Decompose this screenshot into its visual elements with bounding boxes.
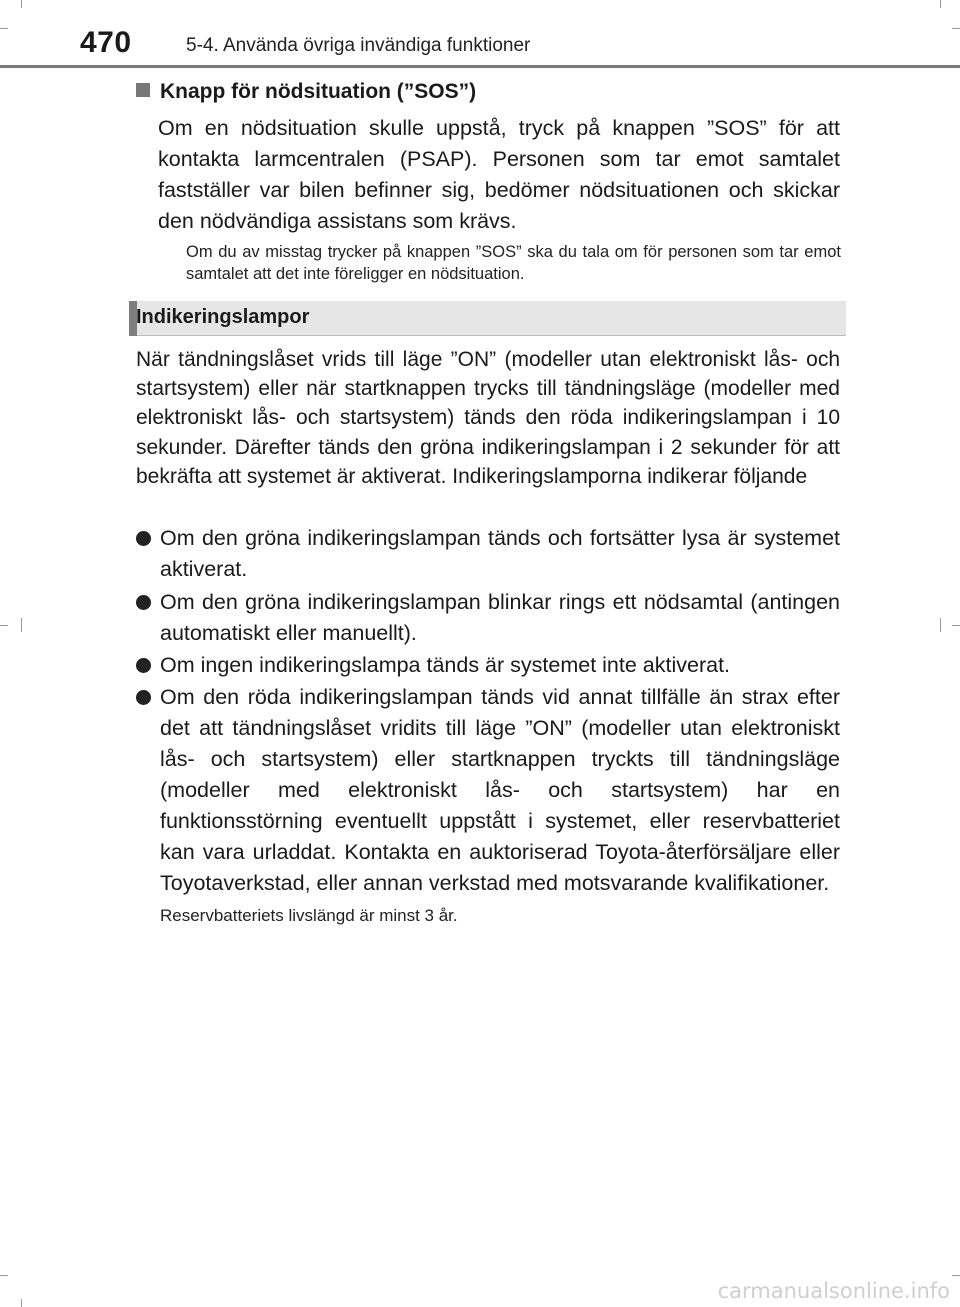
- crop-mark: [952, 625, 960, 626]
- crop-mark: [21, 618, 22, 632]
- list-item-text: Om den röda indikeringslampan tänds vid annat tillfälle än strax efter det att tändningslåset vridits till läge ”ON” (modeller utan elektroniskt lås- och startsystem) eller startknappen tryckts till tändningsläge (modeller med elektroniskt lås- och startsystem) har en funktionsstörning eventuellt uppstått i systemet, eller reservbatteriet kan vara urladdat. Kontakta en auktoriserad Toyota-återförsäljare eller Toyotaverkstad, eller annan verkstad med motsvarande kvalifikationer.: [160, 685, 840, 895]
- bullet-dot-icon: [136, 595, 151, 610]
- crop-mark: [940, 0, 941, 8]
- list-item: [136, 587, 840, 649]
- section-header-indicators: [129, 301, 846, 336]
- list-item-text: Om den gröna indikeringslampan tänds och fortsätter lysa är systemet aktiverat.: [160, 526, 840, 581]
- crop-mark: [0, 625, 8, 626]
- battery-note: Reservbatteriets livslängd är minst 3 år.: [160, 906, 458, 925]
- sos-note: Om du av misstag trycker på knappen ”SOS” ska du tala om för personen som tar emot samtalet att det inte föreligger en nödsituation.: [186, 243, 841, 283]
- bullet-dot-icon: [136, 690, 151, 705]
- sos-heading-text: Knapp för nödsituation (”SOS”): [160, 80, 477, 103]
- list-item: [136, 650, 840, 681]
- indicators-intro: När tändningslåset vrids till läge ”ON” (modeller utan elektroniskt lås- och startsystem) eller när startknappen trycks till tändningsläge (modeller med elektroniskt lås- och startsystem) tänds den röda indikeringslampan i 10 sekunder. Därefter tänds den gröna indikeringslampan i 2 sekunder för att bekräfta att systemet är aktiverat. Indikeringslamporna indikerar följande: [136, 348, 840, 488]
- watermark: carmanualsonline.info: [717, 1279, 950, 1303]
- header-divider: [0, 65, 960, 68]
- bullet-dot-icon: [136, 658, 151, 673]
- sos-paragraph: Om en nödsituation skulle uppstå, tryck på knappen ”SOS” för att kontakta larmcentralen (PSAP). Personen som tar emot samtalet fastställer var bilen befinner sig, bedömer nödsituationen och skickar den nödvändiga assistans som krävs.: [158, 116, 840, 233]
- crop-mark: [952, 1275, 960, 1276]
- page-number: 470: [80, 26, 132, 59]
- list-item-text: Om den gröna indikeringslampan blinkar rings ett nödsamtal (antingen automatiskt eller manuellt).: [160, 590, 840, 645]
- crop-mark: [21, 1299, 22, 1307]
- square-bullet-icon: [136, 83, 150, 97]
- list-item: [136, 682, 840, 899]
- crop-mark: [0, 1275, 8, 1276]
- section-title: Indikeringslampor: [136, 306, 310, 328]
- crop-mark: [952, 28, 960, 29]
- crop-mark: [21, 0, 22, 8]
- crop-mark: [0, 28, 8, 29]
- bullet-dot-icon: [136, 531, 151, 546]
- sos-heading: [136, 80, 476, 104]
- list-item: [136, 523, 840, 585]
- crop-mark: [940, 618, 941, 632]
- header-section-title: 5-4. Använda övriga invändiga funktioner: [186, 35, 531, 56]
- list-item-text: Om ingen indikeringslampa tänds är systemet inte aktiverat.: [160, 653, 731, 677]
